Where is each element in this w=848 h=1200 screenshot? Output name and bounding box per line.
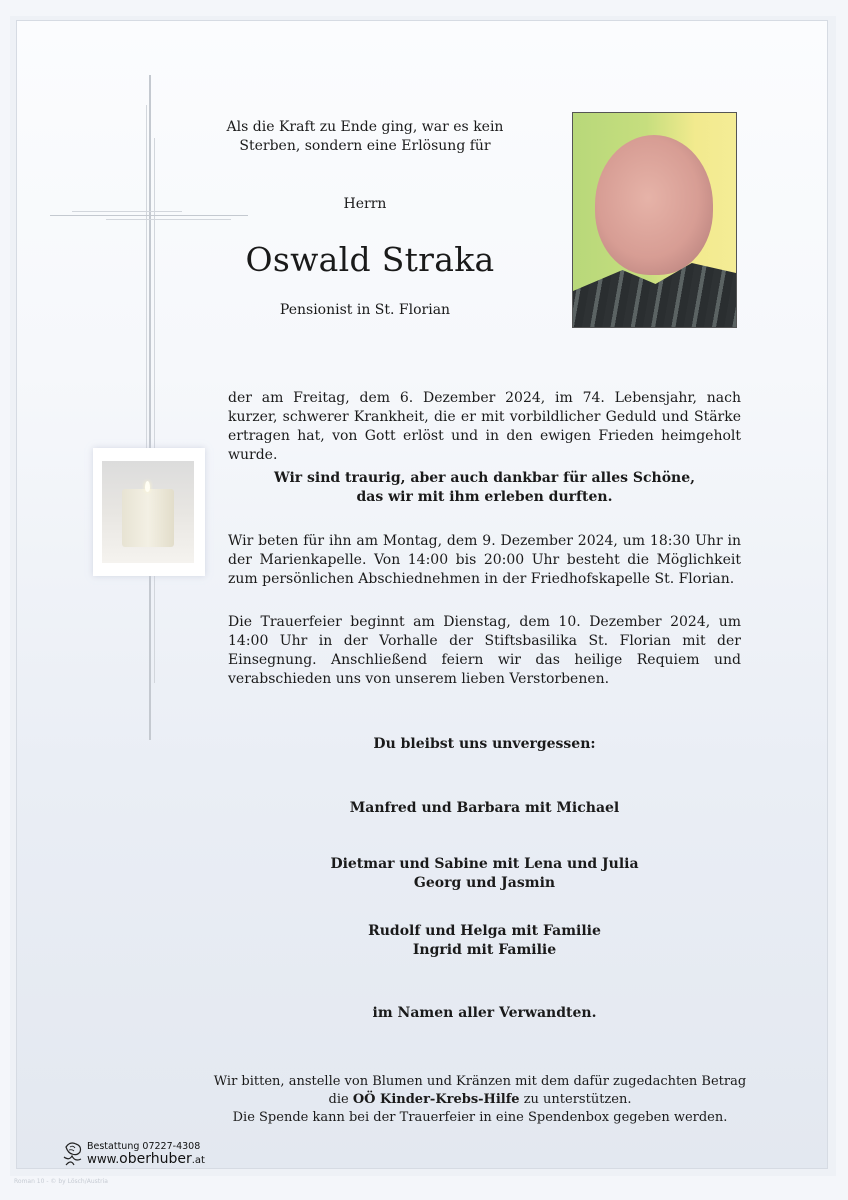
- deceased-name: Oswald Straka: [245, 240, 495, 279]
- quote: [228, 469, 741, 507]
- family-line: Dietmar und Sabine mit Lena und Julia: [330, 856, 639, 872]
- funeral-info: Die Trauerfeier beginnt am Dienstag, dem 10. Dezember 2024, um 14:00 Uhr in der Vorhalle der Stiftsbasilika St. Florian mit der Einsegnung. Anschließend feiern wir das heilige Requiem und verabschieden uns von unserem lieben Verstorbenen.: [228, 614, 741, 687]
- closing-line: im Namen aller Verwandten.: [372, 1005, 597, 1021]
- donation-line: Wir bitten, anstelle von Blumen und Kränzen mit dem dafür zugedachten Betrag: [213, 1074, 747, 1089]
- logo-website[interactable]: www.oberhuber.at: [87, 1151, 205, 1167]
- candle-icon: [122, 489, 174, 547]
- family-line: Manfred und Barbara mit Michael: [349, 800, 620, 816]
- donation-request: [200, 1073, 760, 1127]
- donation-prefix: die: [328, 1092, 353, 1107]
- remembrance-heading: Du bleibst uns unvergessen:: [373, 736, 596, 752]
- family-line: Rudolf und Helga mit Familie: [368, 923, 601, 939]
- family-group: [228, 799, 741, 818]
- intro-line: Als die Kraft zu Ende ging, war es kein: [226, 119, 504, 135]
- cross-horizontal-line: [50, 215, 248, 216]
- family-line: Ingrid mit Familie: [412, 942, 557, 958]
- cross-horizontal-line: [72, 211, 182, 212]
- candle-background: [102, 461, 194, 563]
- donation-suffix: zu unterstützen.: [519, 1092, 632, 1107]
- prayer-info: Wir beten für ihn am Montag, dem 9. Dezember 2024, um 18:30 Uhr in der Marienkapelle. Von 14:00 bis 20:00 Uhr besteht die Möglichkeit zum persönlichen Abschiednehmen in der Friedhofskapelle St. Florian.: [228, 533, 741, 587]
- charity-name: OÖ Kinder-Krebs-Hilfe: [352, 1092, 520, 1107]
- donation-line: Die Spende kann bei der Trauerfeier in eine Spendenbox gegeben werden.: [232, 1110, 728, 1125]
- intro-verse: [215, 118, 515, 156]
- intro-line: Sterben, sondern eine Erlösung für: [239, 138, 491, 154]
- copyright-note: Roman 10 - © by Lösch/Austria: [14, 1178, 108, 1185]
- death-announcement: der am Freitag, dem 6. Dezember 2024, im 74. Lebensjahr, nach kurzer, schwerer Krankheit, die er mit vorbildlicher Geduld und Stärke ertragen hat, von Gott erlöst und in den ewigen Frieden heimgeholt wurde.: [228, 390, 741, 463]
- salutation: Herrn: [343, 196, 387, 212]
- quote-line: das wir mit ihm erleben durften.: [356, 489, 613, 505]
- family-line: Georg und Jasmin: [413, 875, 556, 891]
- logo-phone: Bestattung 07227-4308: [87, 1141, 201, 1152]
- portrait-photo: [572, 112, 737, 328]
- occupation: Pensionist in St. Florian: [279, 302, 451, 318]
- family-group: [228, 922, 741, 960]
- cross-horizontal-line: [106, 219, 231, 220]
- donation-line: [200, 1091, 760, 1109]
- flame-icon: [145, 481, 150, 492]
- family-group: [228, 855, 741, 893]
- angel-logo-icon: [62, 1141, 84, 1167]
- cross-vertical-line: [149, 75, 151, 740]
- candle-image: [93, 448, 205, 576]
- portrait-face: [595, 135, 713, 275]
- quote-line: Wir sind traurig, aber auch dankbar für alles Schöne,: [273, 470, 696, 486]
